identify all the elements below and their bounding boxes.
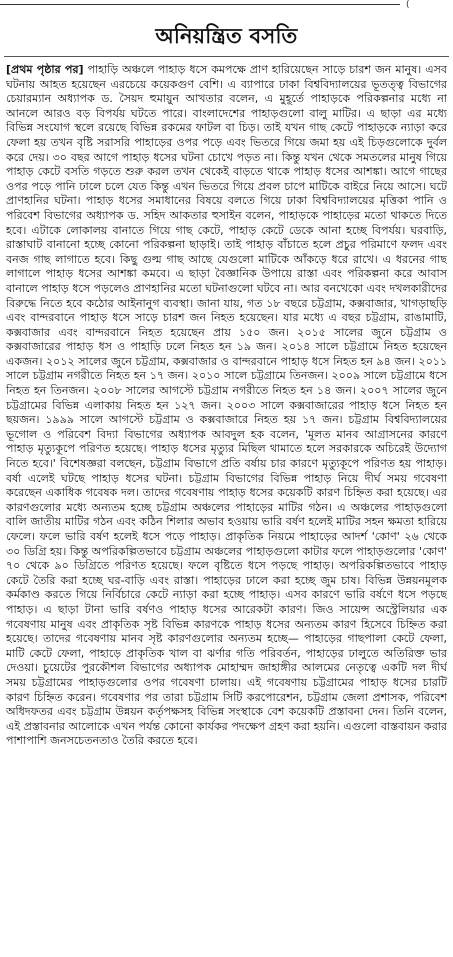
top-rule [0, 0, 453, 12]
article-body [6, 63, 447, 953]
article-paragraph [6, 63, 447, 749]
corner-mark: ( [406, 0, 410, 10]
top-divider-line [0, 4, 400, 5]
continued-label: [প্রথম পৃষ্ঠার পর] [6, 63, 84, 76]
article-text: পাহাড়ি অঞ্চলে পাহাড় ধসে কমপক্ষে প্রাণ হারিয়েছেন সাড়ে চারশ জন মানুষ। এসব ঘটনায় আহত হয়েছেন এরচেয়ে কয়েকগুণ বেশি। এ ব্যাপারে ঢাকা বিশ্ববিদ্যালয়ের ভূতত্ত্ব বিভাগের চেয়ারম্যান অধ্যাপক ড. সৈয়দ হুমায়ুন আখতার বলেন, এ মুহূর্তে পাহাড়কে পরিকল্পনার মধ্যে না আনলে আরও বড় বিপর্যয় ঘটতে পারে। বাংলাদেশের পাহাড়গুলো বালু মাটির। এ ছাড়া এর মধ্যে বিভিন্ন সংযোগ স্থলে রয়েছে বিভিন্ন রকমের ফাটল বা চিড়। তাই যখন গাছ কেটে পাহাড়কে ন্যাড়া করে ফেলা হয় তখন বৃষ্টি সরাসরি পাহাড়ের ওপর পড়ে এবং ভিতরে গিয়ে জমা হয় এই চিড়গুলোকে দুর্বল করে দেয়। ৩০ বছর আগে পাহাড় ধসের ঘটনা চোখে পড়ত না। কিন্তু যখন থেকে সমতলের মানুষ গিয়ে পাহাড় কেটে বসতি গড়তে শুরু করল তখন থেকেই বাড়তে থাকে পাহাড় ধসের আশঙ্কা। আগে গাছের ওপর পড়ে পানি ঢালে চলে যেত কিন্তু এখন ভিতরে গিয়ে প্রবল চাপে মাটিকে বাইরে নিয়ে আসে। ঘটে প্রাণহানির ঘটনা। পাহাড় ধসের সমাধানের বিষয়ে বলতে গিয়ে ঢাকা বিশ্ববিদ্যালয়ের মৃত্তিকা পানি ও পরিবেশ বিভাগের অধ্যাপক ড. সহিদ আকতার হুসাইন বলেন, পাহাড়কে পাহাড়ের মতো থাকতে দিতে হবে। এটাকে লোকালয় বানাতে গিয়ে গাছ কেটে, পাহাড় কেটে ডেকে আনা হচ্ছে বিপর্যয়। ঘরবাড়ি, রাস্তাঘাট বানানো হচ্ছে কোনো পরিকল্পনা ছাড়াই। তাই পাহাড় বাঁচাতে হলে প্রচুর পরিমাণে ফলদ এবং বনজ গাছ লাগাতে হবে। কিছু গুল্ম গাছ আছে যেগুলো মাটিকে আঁকড়ে ধরে রাখে। এ ধরনের গাছ লাগালে পাহাড় ধসের আশঙ্কা কমবে। এ ছাড়া বৈজ্ঞানিক উপায়ে রাস্তা এবং পরিকল্পনা করে আবাস বানালে পাহাড় ধসে পড়লেও প্রাণহানির মতো ঘটনাগুলো ঘটবে না। আর বনখেকো এবং দখলকারীদের বিরুদ্ধে নিতে হবে কঠোর আইনানুগ ব্যবস্থা। জানা যায়, গত ১৮ বছরে চট্টগ্রাম, কক্সবাজার, খাগড়াছড়ি এবং বান্দরবানে পাহাড় ধসে সাড়ে চারশ জন নিহত হয়েছেন। যার মধ্যে এ বছর চট্টগ্রাম, রাঙামাটি, কক্সবাজার এবং বান্দরবানে নিহত হয়েছেন প্রায় ১৫০ জন। ২০১৫ সালের জুনে চট্টগ্রাম ও কক্সবাজারের পাহাড় ধস ও পাহাড়ি ঢলে নিহত হন ১৯ জন। ২০১৪ সালে চট্টগ্রামে নিহত হয়েছেন একজন। ২০১২ সালের জুনে চট্টগ্রাম, কক্সবাজার ও বান্দরবানে পাহাড় ধসে নিহত হন ৯৪ জন। ২০১১ সালে চট্টগ্রাম নগরীতে নিহত হন ১৭ জন। ২০১০ সালে চট্টগ্রামে তিনজন। ২০০৯ সালে চট্টগ্রামে ধসে নিহত হন তিনজন। ২০০৮ সালের আগস্টে চট্টগ্রাম নগরীতে নিহত হন ১৪ জন। ২০০৭ সালের জুনে চট্টগ্রামের বিভিন্ন এলাকায় নিহত হন ১২৭ জন। ২০০৩ সালে কক্সবাজারের পাহাড় ধসে নিহত হন ছয়জন। ১৯৯৯ সালে আগস্টে চট্টগ্রাম ও কক্সবাজারে নিহত হয় ১৭ জন। চট্টগ্রাম বিশ্ববিদ্যালয়ের ভূগোল ও পরিবেশ বিদ্যা বিভাগের অধ্যাপক আবদুল হক বলেন, 'মূলত মানব আগ্রাসনের কারণে পাহাড় মৃত্যুকূপে পরিণত হয়েছে। পাহাড় ধসের মৃত্যুর মিছিল থামাতে হলে সরকারকে অচিরেই উদ্যোগ নিতে হবে।' বিশেষজ্ঞরা বলছেন, চট্টগ্রাম বিভাগে প্রতি বর্ষায় চার কারণে মৃত্যুকূপে পরিণত হয় পাহাড়। বর্ষা এলেই ঘটছে পাহাড় ধসের ঘটনা। চট্টগ্রাম বিভাগের বিভিন্ন পাহাড় নিয়ে দীর্ঘ সময় গবেষণা করেছেন একাধিক গবেষক দল। তাদের গবেষণায় পাহাড় ধসের কয়েকটি কারণ চিহ্নিত করা হয়েছে। এর কারণগুলোর মধ্যে অন্যতম হচ্ছে চট্টগ্রাম অঞ্চলের পাহাড়ের মাটির গঠন। এ অঞ্চলের পাহাড়গুলো বালি জাতীয় মাটির গঠন এবং কঠিন শিলার অভাব হওয়ায় ভারি বর্ষণ হলেই মাটির সহন ক্ষমতা হারিয়ে ফেলে। ফলে ভারি বর্ষণ হলেই ধসে পড়ে পাহাড়। প্রাকৃতিক নিয়মে পাহাড়ের আদর্শ 'কোণ' ২৬ থেকে ৩০ ডিগ্রি হয়। কিন্তু অপরিকল্পিতভাবে চট্টগ্রাম অঞ্চলের পাহাড়গুলো কাটার ফলে পাহাড়গুলোর 'কোণ' ৭০ থেকে ৯০ ডিগ্রিতে পরিণত হয়েছে। ফলে বৃষ্টিতে ধসে পড়ছে পাহাড়। অপরিকল্পিতভাবে পাহাড় কেটে তৈরি করা হচ্ছে ঘর-বাড়ি এবং রাস্তা। পাহাড়ের ঢালে করা হচ্ছে জুম চাষ। বিভিন্ন উন্নয়নমূলক কর্মকাণ্ড করতে গিয়ে নির্বিচারে কেটে ন্যাড়া করা হচ্ছে পাহাড়। এসব কারণে ভারি বর্ষণে ধসে পড়ছে পাহাড়। এ ছাড়া টানা ভারি বর্ষণও পাহাড় ধসের আরেকটা কারণ। জিও সায়েন্স অস্ট্রেলিয়ার এক গবেষণায় মানুষ এবং প্রাকৃতিক সৃষ্ট বিভিন্ন কারণকে পাহাড় ধসের অন্যতম কারণ হিসেবে চিহ্নিত করা হয়েছে। তাদের গবেষণায় মানব সৃষ্ট কারণগুলোর অন্যতম হচ্ছে— পাহাড়ের গাছপালা কেটে ফেলা, মাটি কেটে ফেলা, পাহাড়ে প্রাকৃতিক খাল বা ঝর্ণার গতি পরিবর্তন, পাহাড়ের ঢালুতে অতিরিক্ত ভার দেওয়া। চুয়েটের পুরকৌশল বিভাগের অধ্যাপক মোহাম্মদ জাহাঙ্গীর আলমের নেতৃত্বে একটি দল দীর্ঘ সময় চট্টগ্রামের পাহাড়গুলোর ওপর গবেষণা চালায়। এই গবেষণায় চট্টগ্রামের পাহাড় ধসের চারটি কারণ চিহ্নিত করেন। গবেষণার পর তারা চট্টগ্রাম সিটি করপোরেশন, চট্টগ্রাম জেলা প্রশাসক, পরিবেশ অধিদফতর এবং চট্টগ্রাম উন্নয়ন কর্তৃপক্ষসহ বিভিন্ন সংস্থাকে বেশ কয়েকটি প্রস্তাবনা দেন। তিনি বলেন, এই প্রস্তাবনার আলোকে এখন পর্যন্ত কোনো কার্যকর পদক্ষেপ গ্রহণ করা হয়নি। এগুলো বাস্তবায়ন করার পাশাপাশি জনসচেতনতাও তৈরি করতে হবে। [6, 63, 447, 748]
headline-divider [4, 56, 449, 57]
article-headline: অনিয়ন্ত্রিত বসতি [155, 23, 298, 48]
